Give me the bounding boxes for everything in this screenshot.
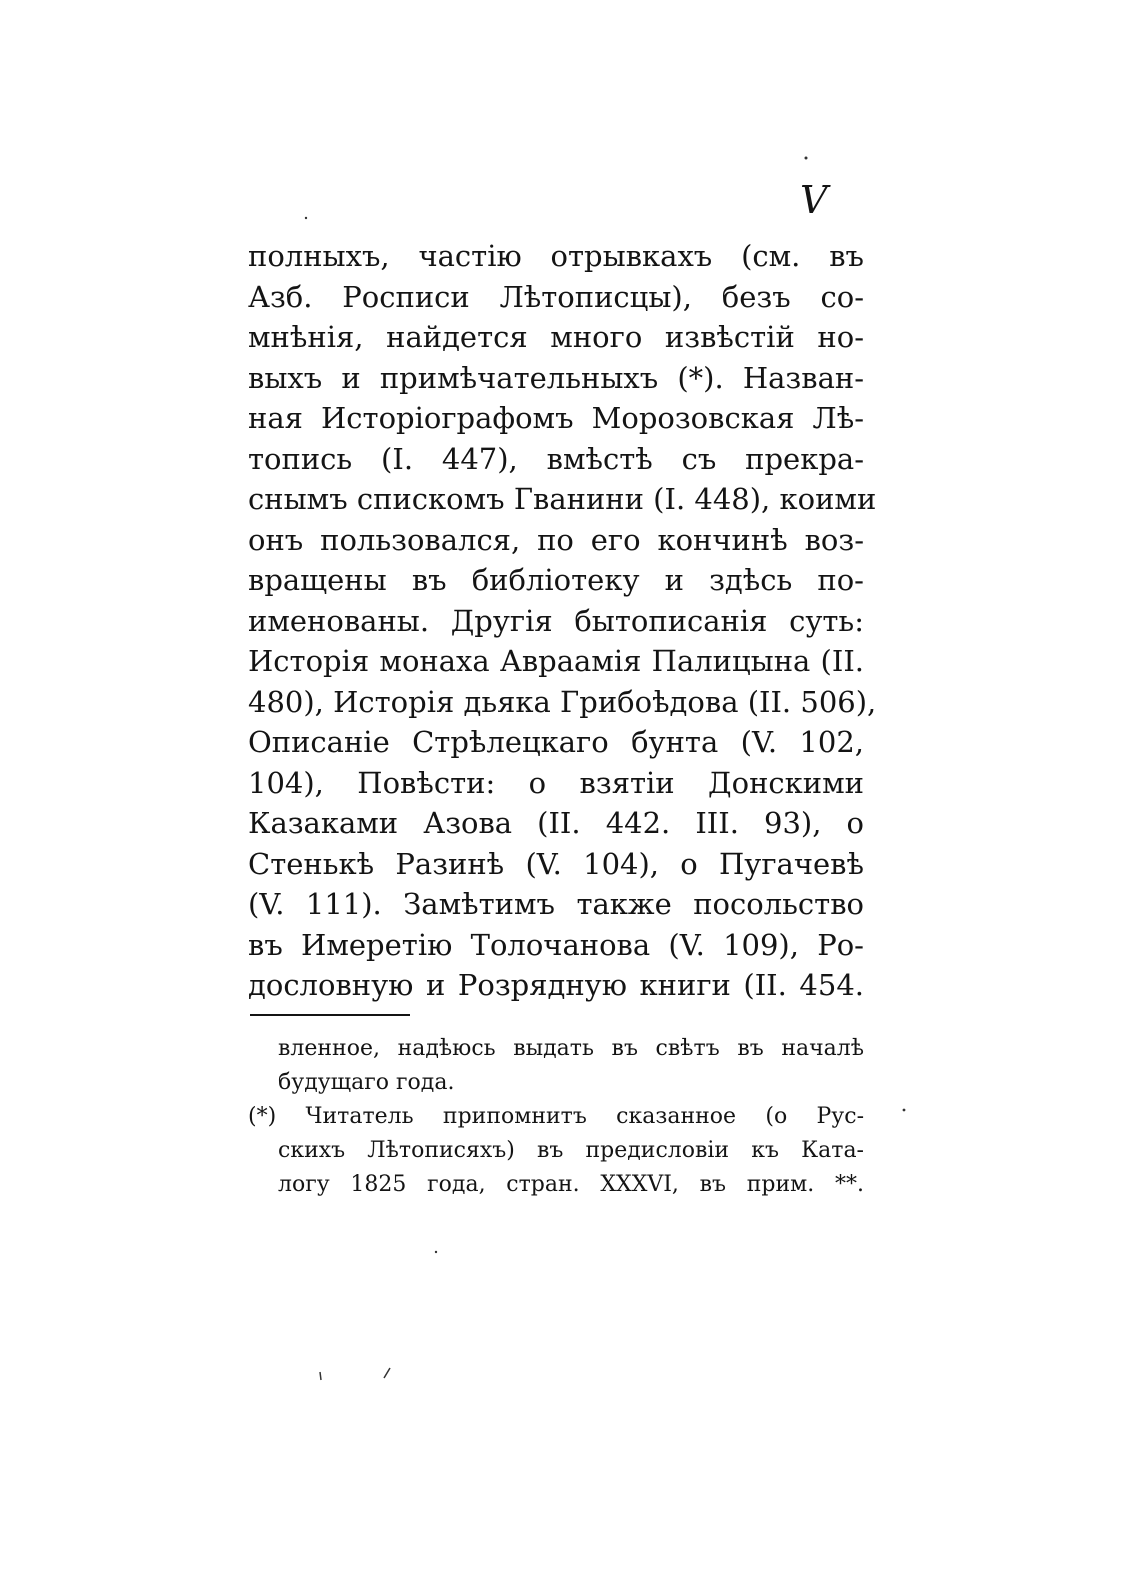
page-number: V	[800, 178, 828, 222]
text-line: ная Исторіографомъ Морозовская Лѣ-	[248, 401, 864, 435]
footnotes-block	[248, 1032, 864, 1202]
text-line: 480), Исторія дьяка Грибоѣдова (II. 506),	[248, 684, 877, 719]
text-line: дословную и Розрядную книги (II. 454.	[248, 968, 864, 1002]
text-line: мнѣнія, найдется много извѣстій но-	[248, 320, 864, 354]
text-line: именованы. Другія бытописанія суть:	[248, 603, 864, 638]
text-line: вращены въ библіотеку и здѣсь по-	[248, 563, 864, 597]
text-line: топись (I. 447), вмѣстѣ съ прекра-	[248, 441, 864, 476]
footnote-divider	[250, 1014, 410, 1016]
text-line: Исторія монаха Авраамія Палицына (II.	[248, 644, 864, 678]
footnote-line: логу 1825 года, стран. XXXVI, въ прим. **.	[278, 1172, 864, 1197]
text-line: 104), Повѣсти: о взятіи Донскими	[248, 765, 864, 800]
text-line: онъ пользовался, по его кончинѣ воз-	[248, 522, 864, 557]
footnote-line: скихъ Лѣтописяхъ) въ предисловіи къ Ката-	[278, 1138, 864, 1163]
main-text-block	[248, 236, 877, 1006]
text-line: полныхъ, частію отрывкахъ (см. въ	[248, 239, 864, 273]
text-line: Стенькѣ Разинѣ (V. 104), о Пугачевѣ	[248, 846, 864, 881]
footnote-line	[248, 1100, 864, 1134]
text-line: Азб. Росписи Лѣтописцы), безъ со-	[248, 279, 864, 314]
text-line: выхъ и примѣчательныхъ (*). Назван-	[248, 360, 864, 395]
text-line: (V. 111). Замѣтимъ также посольство	[248, 887, 864, 921]
text-line: въ Имеретію Толочанова (V. 109), Ро-	[248, 927, 864, 962]
footnote-marker: (*)	[248, 1104, 277, 1129]
footnote-continuation-line: будущаго года.	[278, 1070, 455, 1095]
text-line: Казаками Азова (II. 442. III. 93), о	[248, 806, 864, 840]
text-line: Описаніе Стрѣлецкаго бунта (V. 102,	[248, 725, 864, 759]
footnote-text: Читатель припомнитъ сказанное (о Рус-	[305, 1104, 865, 1129]
footnote-continuation-line: вленное, надѣюсь выдать въ свѣтъ въ началѣ	[278, 1036, 864, 1061]
text-line: снымъ спискомъ Гванини (I. 448), коими	[248, 482, 877, 516]
